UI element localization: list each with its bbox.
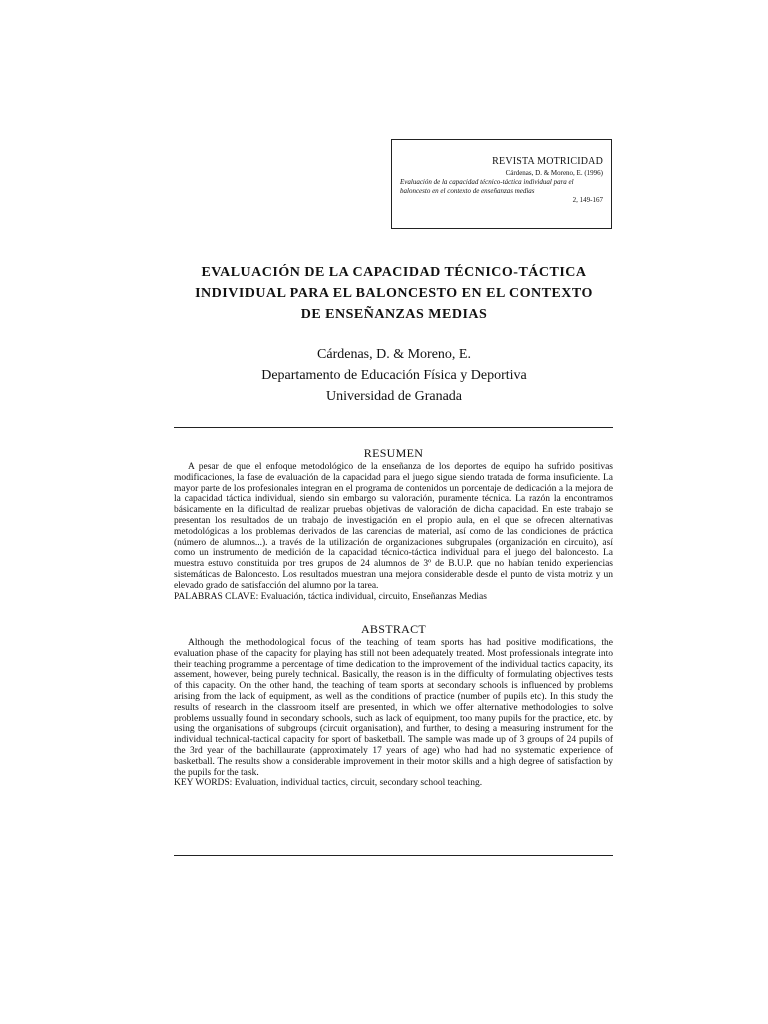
paper-title [150, 262, 638, 325]
author-university: Universidad de Granada [325, 389, 463, 404]
citation-article-title: Evaluación de la capacidad técnico-táctica individual para el baloncesto en el contexto de enseñanzas medias [400, 178, 574, 195]
title-line: INDIVIDUAL PARA EL BALONCESTO EN EL CONTEXTO [195, 286, 593, 301]
resumen-text: A pesar de que el enfoque metodológico de la enseñanza de los deportes de equipo ha sufrido positivas modificaciones, la fase de evaluación de la capacidad para el juego sigue siendo tratada de forma insuficiente. La mayor parte de los profesionales integran en el programa de contenidos un porcentaje de dedicación a la mejora de la capacidad táctica individual, siendo sin embargo su valoración, puramente técnica. La razón la encontramos básicamente en la dificultad de realizar pruebas objetivas de valoración de dicha capacidad. En este trabajo se presentan los resultados de un trabajo de investigación en el propio aula, en el que se ofrecen alternativas metodológicas a los problemas derivados de las carencias de material, así como de las condiciones de práctica (número de alumnos...). a través de la utilización de organizaciones subgrupales (organización en circuito), así como un instrumento de medición de la capacidad técnico-táctica individual para el juego del baloncesto. La muestra estuvo constituida por tres grupos de 24 alumnos de 3º de B.U.P. que no habían tenido experiencias sistemáticas de Baloncesto. Los resultados muestran una mejora considerable desde el punto de vista motriz y un elevado grado de satisfacción del alumno por la tarea. [174, 462, 613, 591]
resumen-section [174, 462, 613, 603]
citation-pages: 2, 149-167 [572, 196, 603, 204]
title-line: DE ENSEÑANZAS MEDIAS [300, 307, 488, 322]
resumen-heading: RESUMEN [363, 446, 424, 460]
journal-name: REVISTA MOTRICIDAD [492, 156, 603, 167]
citation-authors: Cárdenas, D. & Moreno, E. (1996) [505, 169, 603, 177]
author-department: Departamento de Educación Física y Deportiva [261, 368, 527, 383]
title-line: EVALUACIÓN DE LA CAPACIDAD TÉCNICO-TÁCTICA [201, 265, 587, 280]
author-names: Cárdenas, D. & Moreno, E. [317, 347, 471, 362]
abstract-text: Although the methodological focus of the teaching of team sports has had positive modifications, the evaluation phase of the capacity for playing has still not been adequately treated. Most professionals integrate into their teaching programme a percentage of time dedication to the improvement of the individual tactics capacity, its assement, however, being purely technical. Basically, the reason is in the difficulty of formulating objectives tests of this capacity. On the other hand, the teaching of team sports at secondary schools is influenced by problems arising from the lack of equipment, as well as the conditions of practice (number of pupils etc). In this study the results of research in the classroom itself are presented, in which we offer alternative methodologies to solve problems ussually found in secondary schools, such as lack of equipment, too many pupils for the practice, etc. by using the organisations of subgroups (circuit organisation), and further, to desing a measuring instrument for the individual technical-tactical capacity for sport of basketball. The sample was made up of 3 groups of 24 pupils of the 3rd year of the bachillaurate (approximately 17 years of age) who had had no systematic experience of basketball. The results show a considerable improvement in their motor skills and a high degree of satisfaction by the pupils for the task. [174, 638, 613, 778]
resumen-keywords: PALABRAS CLAVE: Evaluación, táctica individual, circuito, Enseñanzas Medias [174, 591, 487, 602]
abstract-section [174, 638, 613, 789]
top-divider [174, 427, 613, 428]
citation-box [391, 139, 612, 229]
author-block [150, 344, 638, 407]
abstract-keywords: KEY WORDS: Evaluation, individual tactics, circuit, secondary school teaching. [174, 778, 483, 789]
bottom-divider [174, 855, 613, 856]
abstract-heading: ABSTRACT [360, 622, 427, 636]
